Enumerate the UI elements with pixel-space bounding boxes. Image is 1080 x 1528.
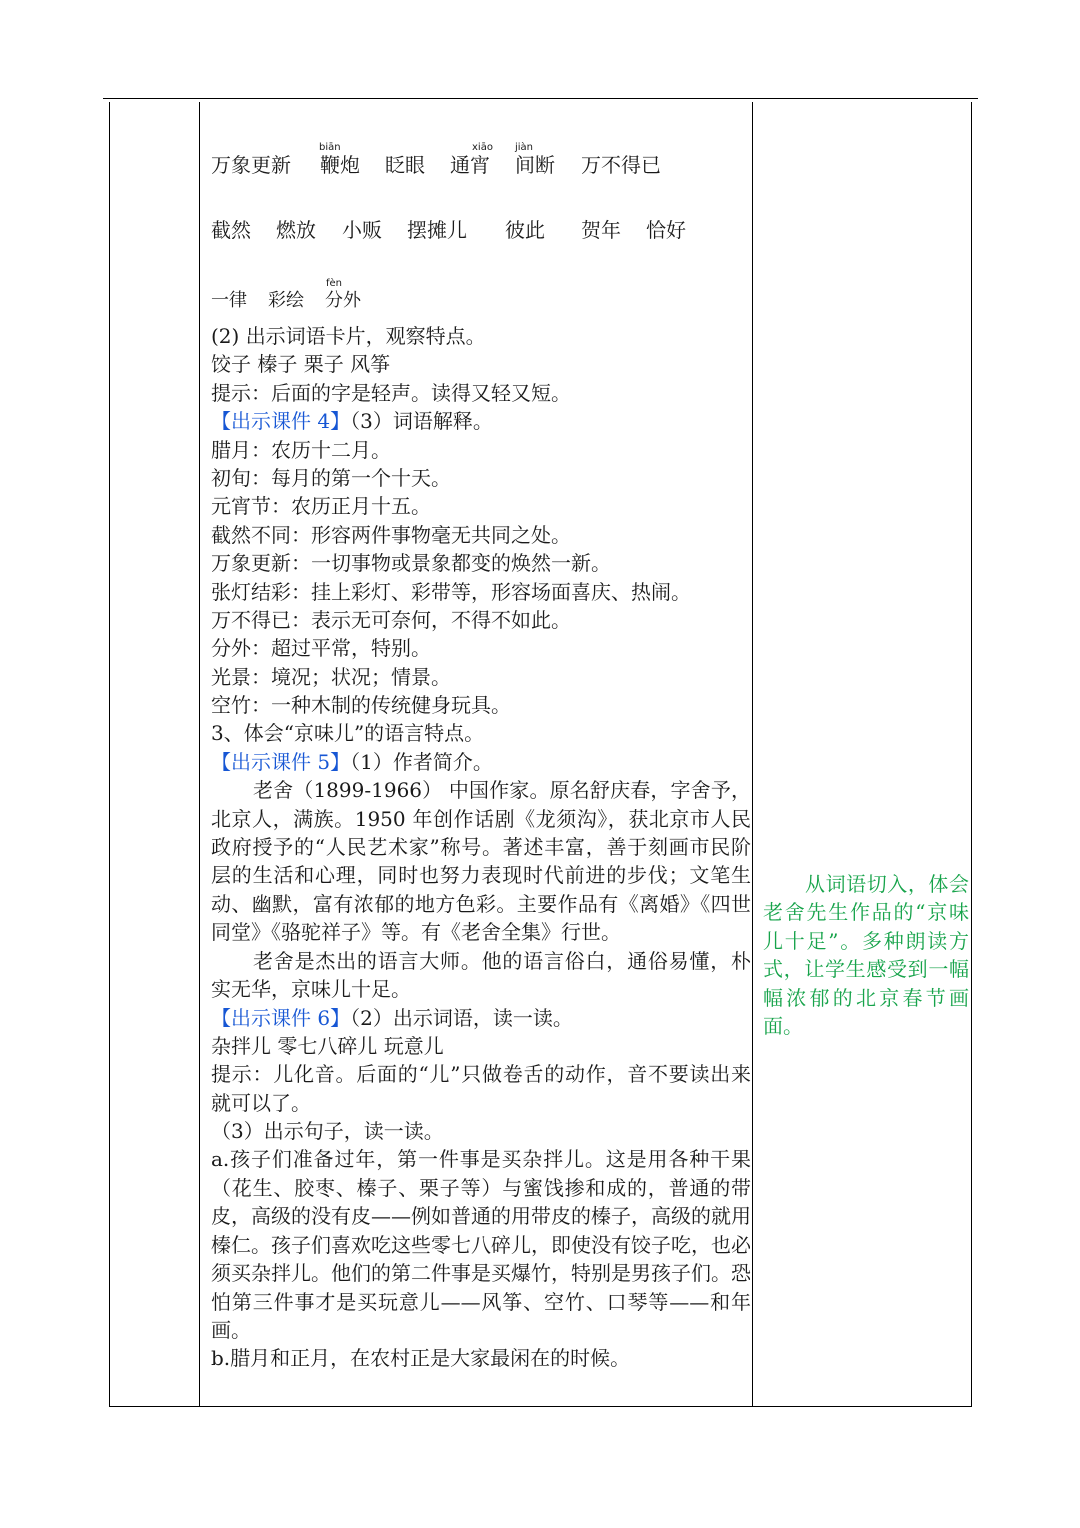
text-line: 元宵节：农历正月十五。 [211,494,431,519]
text-line: （3）出示句子，读一读。 [211,1119,444,1144]
pinyin-annotation: biān [319,142,341,153]
text-line: (2) 出示词语卡片，观察特点。 [211,324,486,348]
text-line: 张灯结彩：挂上彩灯、彩带等，形容场面喜庆、热闹。 [211,579,691,604]
sentence-a-paragraph: a.孩子们准备过年，第一件事是买杂拌儿。这是用各种干果（花生、胶枣、榛子、栗子等）与蜜饯掺和成的，普通的带皮，高级的没有皮——例如普通的用带皮的榛子，高级的就用榛仁。孩子们喜欢吃这些零七八碎儿，即使没有饺子吃，也必须买杂拌儿。他们的第二件事是买爆竹，特别是男孩子们。恐怕第三件事才是买玩意儿——风筝、空竹、口琴等——和年画。 [211,1147,751,1342]
vocab-word: 恰好 [646,218,686,242]
vocab-word: 通宵 [450,153,490,177]
courseware-tag: 【出示课件 4】 [211,409,351,434]
text-segment: （1）作者简介。 [350,749,493,774]
text-line: 初旬：每月的第一个十天。 [211,465,451,490]
vocab-word: 彩绘 [268,290,304,311]
text-line: 截然不同：形容两件事物毫无共同之处。 [211,522,571,547]
vocab-word: 万不得已 [581,153,661,177]
vocab-word: 彼此 [505,218,545,242]
text-line: 分外：超过平常，特别。 [211,636,431,661]
author-intro-paragraph: 老舍（1899-1966） 中国作家。原名舒庆春，字舍予，北京人，满族。1950 年创作话剧《龙须沟》，获北京市人民政府授予的“人民艺术家”称号。著述丰富，善于刻画市民阶层的生活和心理，同时也努力表现时代前进的步伐；文笔生动、幽默，富有浓郁的地方色彩。主要作品有《离婚》《四世同堂》《骆驼祥子》等。有《老舍全集》行世。 [211,778,751,945]
text-segment: （2）出示词语，读一读。 [350,1005,573,1030]
vocab-word: 燃放 [276,218,316,242]
lesson-table [109,102,972,1407]
vocab-word: 眨眼 [385,153,425,177]
erhua-tip-paragraph: 提示：儿化音。后面的“儿”只做卷舌的动作，音不要读出来就可以了。 [211,1062,751,1115]
courseware-tag: 【出示课件 5】 [211,749,351,774]
text-line: 万象更新：一切事物或景象都变的焕然一新。 [211,551,611,576]
vocab-word: 截然 [211,218,251,242]
vocab-word: 间断 [515,153,555,177]
teaching-note: 从词语切入，体会老舍先生作品的“京味儿十足”。多种朗读方式，让学生感受到一幅幅浓郁的北京春节画面。 [763,872,969,1039]
text-line: 腊月：农历十二月。 [211,437,391,462]
vocab-word: 一律 [211,290,247,311]
text-line: 提示：后面的字是轻声。读得又轻又短。 [211,380,571,405]
courseware-tag: 【出示课件 6】 [211,1005,351,1030]
header-rule [103,98,978,99]
text-line: 万不得已：表示无可奈何，不得不如此。 [211,607,571,632]
text-line: 杂拌儿 零七八碎儿 玩意儿 [211,1033,444,1058]
pinyin-annotation: jiàn [515,142,534,153]
language-master-paragraph: 老舍是杰出的语言大师。他的语言俗白，通俗易懂，朴实无华，京味儿十足。 [211,948,751,1002]
vocab-word: 万象更新 [211,153,291,177]
text-line: b.腊月和正月，在农村正是大家最闲在的时候。 [211,1346,631,1371]
text-line [211,748,751,776]
text-line: 3、体会“京味儿”的语言特点。 [211,721,485,746]
column-divider-left [199,102,200,1406]
text-line [211,407,751,435]
column-divider-right [752,102,753,1406]
vocab-word: 小贩 [342,218,382,242]
text-line: 光景：境况；状况；情景。 [211,664,451,689]
pinyin-annotation: xiāo [472,142,493,153]
text-segment: （3）词语解释。 [350,409,493,434]
pinyin-annotation: fèn [326,278,343,289]
text-line: 空竹：一种木制的传统健身玩具。 [211,693,511,718]
text-line: 饺子 榛子 栗子 风筝 [211,352,391,377]
vocab-word: 分外 [325,290,361,311]
vocab-word: 摆摊儿 [407,218,467,242]
vocab-word: 贺年 [581,218,621,242]
lesson-text [211,322,751,1373]
text-line [211,1004,751,1032]
vocab-word: 鞭炮 [320,153,360,177]
